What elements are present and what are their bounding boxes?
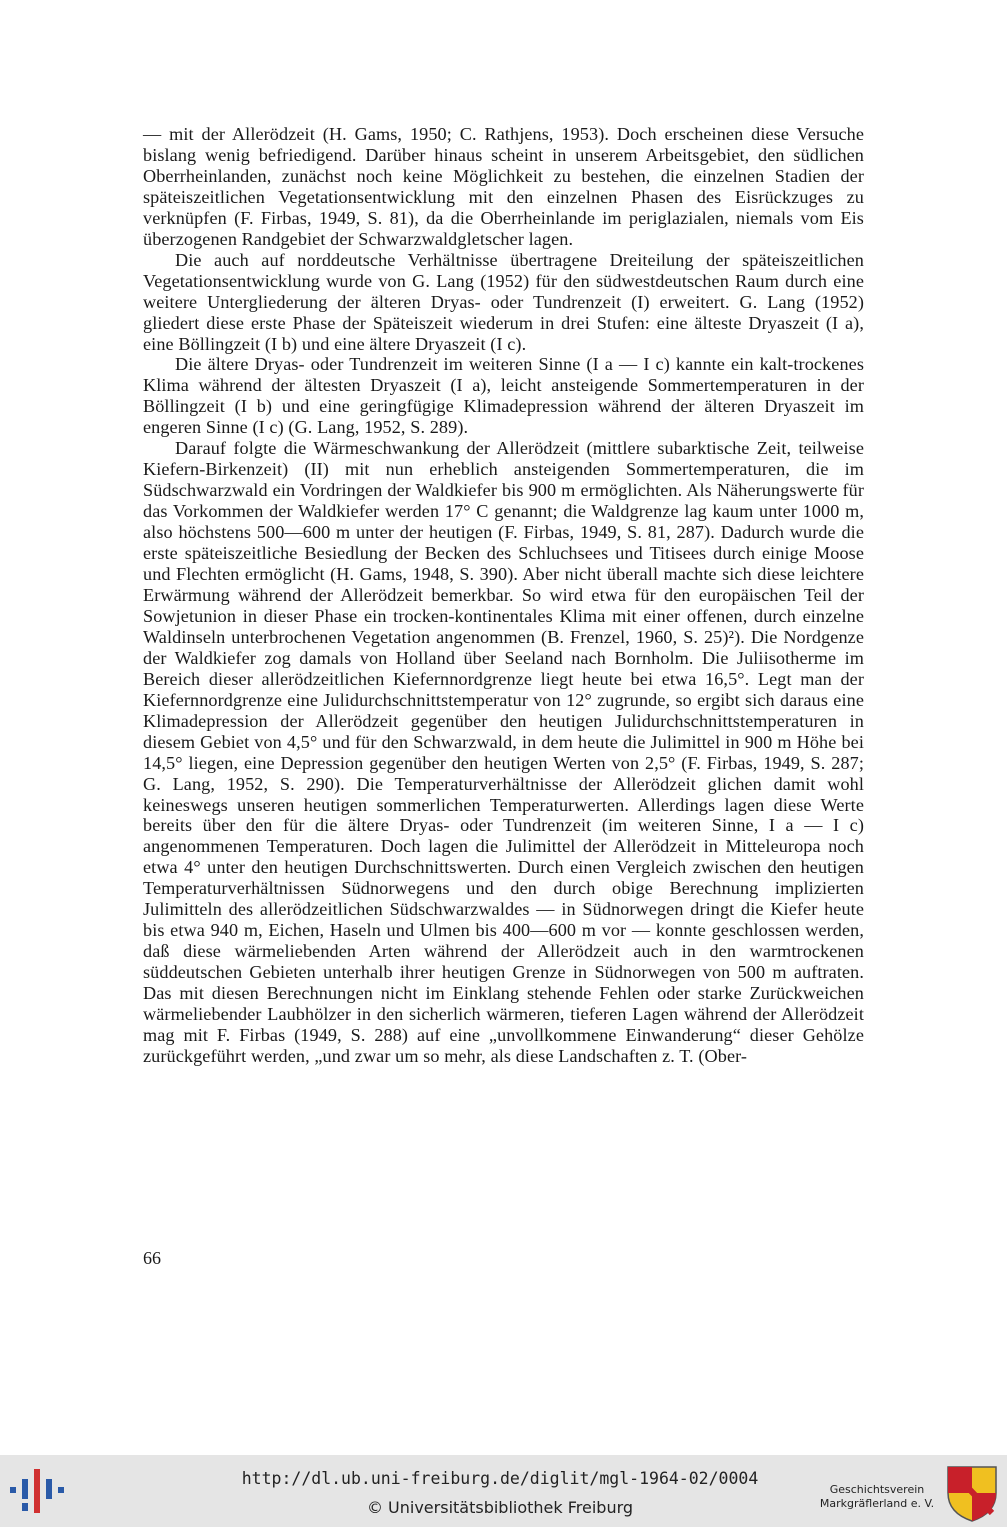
paragraph-2: Die auch auf norddeutsche Verhältnisse übertragene Dreiteilung der späteiszeitlichen Vegetationsentwicklung wurde von G. Lang (1952) für den südwestdeutschen Raum durch eine weitere Untergliederung der älteren Dryas- oder Tundrenzeit (I) erweitert. G. Lang (1952) gliedert diese erste Phase der Späteiszeit wiederum in drei Stufen: eine älteste Dryaszeit (I a), eine Böllingzeit (I b) und eine ältere Dryaszeit (I c).	[143, 249, 864, 354]
footer-copyright: © Universitätsbibliothek Freiburg	[366, 1498, 634, 1517]
society-name	[802, 1483, 952, 1511]
page-number: 66	[143, 1248, 161, 1268]
paragraph-1: — mit der Allerödzeit (H. Gams, 1950; C. Rathjens, 1953). Doch erscheinen diese Versuche bislang wenig befriedigend. Darüber hinaus scheint in unserem Arbeitsgebiet, den südlichen Oberrheinlanden, zunächst noch keine Möglichkeit zu bestehen, die einzelnen Stadien der späteiszeitlichen Vegetationsentwicklung mit den einzelnen Phasen des Eisrückzuges zu verknüpfen (F. Firbas, 1949, S. 81), da die Oberrheinlande im periglazialen, niemals vom Eis überzogenen Randgebiet der Schwarzwaldgletscher lagen.	[143, 124, 864, 249]
footer-url-link[interactable]: http://dl.ub.uni-freiburg.de/diglit/mgl-1964-02/0004	[241, 1469, 759, 1488]
body-text	[143, 124, 864, 1067]
ub-freiburg-logo-icon[interactable]	[8, 1465, 66, 1517]
paragraph-3: Die ältere Dryas- oder Tundrenzeit im weiteren Sinne (I a — I c) kannte ein kalt-trockenes Klima während der ältesten Dryaszeit (I a), leicht ansteigende Sommertemperaturen in der Böllingzeit (I b) und eine geringfügige Klimadepression während der älteren Dryaszeit im engeren Sinne (I c) (G. Lang, 1952, S. 289).	[143, 354, 864, 438]
coat-of-arms-icon[interactable]	[944, 1463, 1000, 1523]
society-line-2: Markgräflerland e. V.	[819, 1497, 935, 1510]
paragraph-4: Darauf folgte die Wärmeschwankung der Allerödzeit (mittlere subarktische Zeit, teilweise Kiefern-Birkenzeit) (II) mit nun erheblich ansteigenden Sommertemperaturen, die im Südschwarzwald ein Vordringen der Waldkiefer bis 900 m ermöglichten. Als Näherungswerte für das Vorkommen der Waldkiefer werden 17° C genannt; die Waldgrenze lag kaum unter 1000 m, also höchstens 500—600 m unter der heutigen (F. Firbas, 1949, S. 81, 287). Dadurch wurde die erste späteiszeitliche Besiedlung der Becken des Schluchsees und Titisees durch einige Moose und Flechten ermöglicht (H. Gams, 1948, S. 390). Aber nicht überall machte sich diese leichtere Erwärmung während der Allerödzeit bemerkbar. So wird etwa für den europäischen Teil der Sowjetunion in dieser Phase ein trocken-kontinentales Klima mit einer offenen, durch einzelne Waldinseln unterbrochenen Vegetation angenommen (B. Frenzel, 1960, S. 25)²). Die Nordgenze der Waldkiefer zog damals von Holland über Seeland nach Bornholm. Die Juliisotherme im Bereich dieser allerödzeitlichen Kiefernnordgrenze liegt heute bei etwa 16,5°. Legt man der Kiefernnordgrenze eine Julidurchschnittstemperatur von 12° zugrunde, so ergibt sich daraus eine Klimadepression der Allerödzeit gegenüber den heutigen Julidurchschnittstemperaturen in diesem Gebiet von 4,5° und für den Schwarzwald, in dem heute die Julimittel in 900 m Höhe bei 14,5° liegen, eine Depression gegenüber den heutigen Werten von 2,5° (F. Firbas, 1949, S. 287; G. Lang, 1952, S. 290). Die Temperaturverhältnisse der Allerödzeit glichen damit wohl keineswegs unseren heutigen sommerlichen Temperaturwerten. Allerdings lagen diese Werte bereits über den für die ältere Dryas- oder Tundrenzeit (im weiteren Sinne, I a — I c) angenommenen Temperaturen. Doch lagen die Julimittel der Allerödzeit in Mitteleuropa noch etwa 4° unter den heutigen Durchschnittswerten. Durch einen Vergleich zwischen den heutigen Temperaturverhältnissen Südnorwegens und den durch obige Berechnung implizierten Julimitteln des allerödzeitlichen Südschwarzwaldes — in Südnorwegen dringt die Kiefer heute bis etwa 940 m, Eichen, Haseln und Ulmen bis 400—600 m vor — konnte geschlossen werden, daß diese wärmeliebenden Arten während der Allerödzeit auch in den warmtrockenen süddeutschen Gebieten unterhalb ihrer heutigen Grenze in Südnorwegen von 500 m auftraten. Das mit diesen Berechnungen nicht im Einklang stehende Fehlen oder starke Zurückweichen wärmeliebender Laubhölzer in den sicherlich wärmeren, tieferen Lagen während der Allerödzeit mag mit F. Firbas (1949, S. 288) auf eine „unvollkommene Einwanderung“ dieser Gehölze zurückgeführt werden, „und zwar um so mehr, als diese Landschaften z. T. (Ober-	[143, 438, 864, 1066]
society-line-1: Geschichtsverein	[829, 1483, 925, 1496]
viewer-footer	[0, 1455, 1007, 1527]
